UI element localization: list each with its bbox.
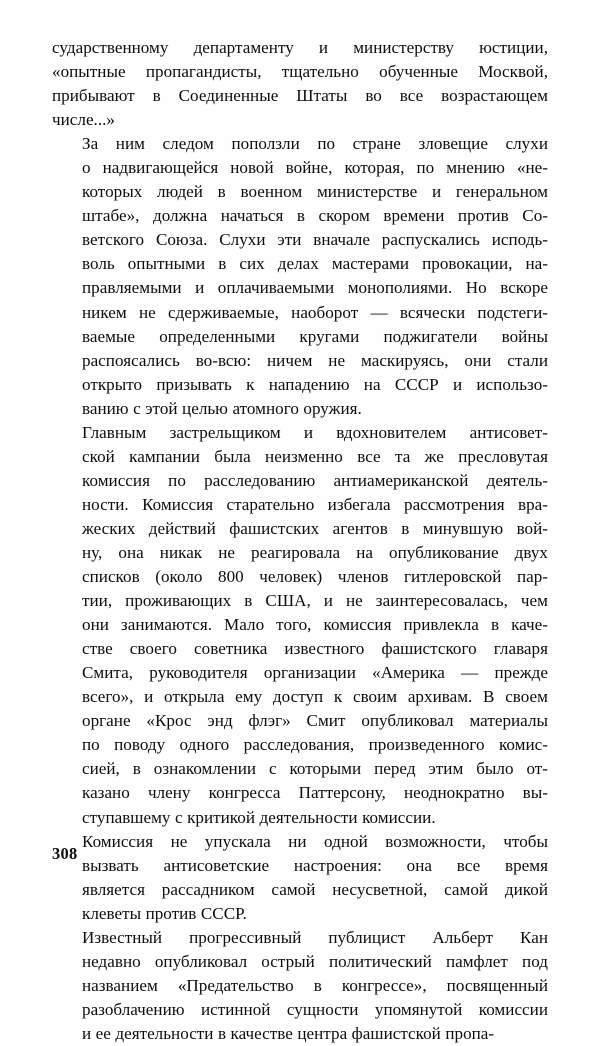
text-line: является рассадником самой несусветной, самой дикой bbox=[82, 879, 548, 899]
text-line: штабе», должна начаться в скором времени против Со- bbox=[82, 206, 548, 226]
text-line: казано члену конгресса Паттерсону, неоднократно вы- bbox=[82, 783, 548, 803]
text-line: правляемыми и оплачиваемыми монополиями. Но вскоре bbox=[82, 278, 548, 298]
text-line: жеских действий фашистских агентов в минувшую вой- bbox=[82, 518, 548, 538]
text-line: ступавшему с критикой деятельности комиссии. bbox=[82, 807, 436, 827]
text-line: вызвать антисоветские настроения: она все время bbox=[82, 855, 548, 875]
text-line: по поводу одного расследования, произведенного комис- bbox=[82, 735, 548, 755]
text-line: ванию с этой целью атомного оружия. bbox=[82, 398, 362, 418]
text-line: Главным застрельщиком и вдохновителем антисовет- bbox=[82, 422, 548, 442]
text-line: органе «Крос энд флэг» Смит опубликовал материалы bbox=[82, 711, 548, 731]
text-line: воль опытными в сих делах мастерами провокации, на- bbox=[82, 254, 548, 274]
text-line: ну, она никак не реагировала на опубликование двух bbox=[82, 542, 548, 562]
text-line: «опытные пропагандисты, тщательно обученные Москвой, bbox=[52, 62, 548, 82]
paragraph bbox=[52, 926, 548, 1046]
text-line: тии, проживающих в США, и не заинтересовалась, чем bbox=[82, 591, 548, 611]
page-number: 308 bbox=[52, 844, 78, 863]
paragraph bbox=[52, 36, 548, 132]
text-line: ветского Союза. Слухи эти вначале распускались исподь- bbox=[82, 230, 548, 250]
text-line: стве своего советника известного фашистского главаря bbox=[82, 639, 548, 659]
text-line: За ним следом поползли по стране зловещие слухи bbox=[82, 134, 548, 154]
text-line: сударственному департаменту и министерству юстиции, bbox=[52, 38, 548, 57]
text-line: комиссия по расследованию антиамериканской деятель- bbox=[82, 470, 548, 490]
paragraph bbox=[52, 132, 548, 421]
text-line: никем не сдерживаемые, наоборот — всячески подстеги- bbox=[82, 302, 548, 322]
text-line: открыто призывать к нападению на СССР и использо- bbox=[82, 374, 548, 394]
text-line: недавно опубликовал острый политический памфлет под bbox=[82, 951, 548, 971]
text-line: они занимаются. Мало того, комиссия привлекла в каче- bbox=[82, 615, 548, 635]
text-line: ской кампании была неизменно все та же пресловутая bbox=[82, 446, 548, 466]
text-line: числе...» bbox=[52, 110, 115, 130]
text-line: Комиссия не упускала ни одной возможности, чтобы bbox=[82, 831, 548, 851]
text-line: Известный прогрессивный публицист Альберт Кан bbox=[82, 927, 548, 947]
text-line: распоясались во-всю: ничем не маскируясь, они стали bbox=[82, 350, 548, 370]
text-line: сией, в ознакомлении с которыми перед этим было от- bbox=[82, 759, 548, 779]
text-line: о надвигающейся новой войне, которая, по мнению «не- bbox=[82, 158, 548, 178]
text-line: ности. Комиссия старательно избегала рассмотрения вра- bbox=[82, 494, 548, 514]
text-line: клеветы против СССР. bbox=[82, 903, 247, 923]
text-line: и ее деятельности в качестве центра фашистской пропа- bbox=[82, 1023, 495, 1043]
text-line: прибывают в Соединенные Штаты во все возрастающем bbox=[52, 86, 548, 106]
text-line: ваемые определенными кругами поджигатели войны bbox=[82, 326, 548, 346]
text-line: всего», и открыла ему доступ к своим архивам. В своем bbox=[82, 687, 548, 707]
text-line: которых людей в военном министерстве и генеральном bbox=[82, 182, 548, 202]
text-line: списков (около 800 человек) членов гитлеровской пар- bbox=[82, 567, 548, 587]
paragraph bbox=[52, 830, 548, 926]
paragraph bbox=[52, 421, 548, 830]
text-line: Смита, руководителя организации «Америка — прежде bbox=[82, 663, 548, 683]
page-text-body bbox=[52, 36, 548, 1046]
text-line: разоблачению истинной сущности упомянутой комиссии bbox=[82, 999, 548, 1019]
text-line: названием «Предательство в конгрессе», посвященный bbox=[82, 975, 548, 995]
